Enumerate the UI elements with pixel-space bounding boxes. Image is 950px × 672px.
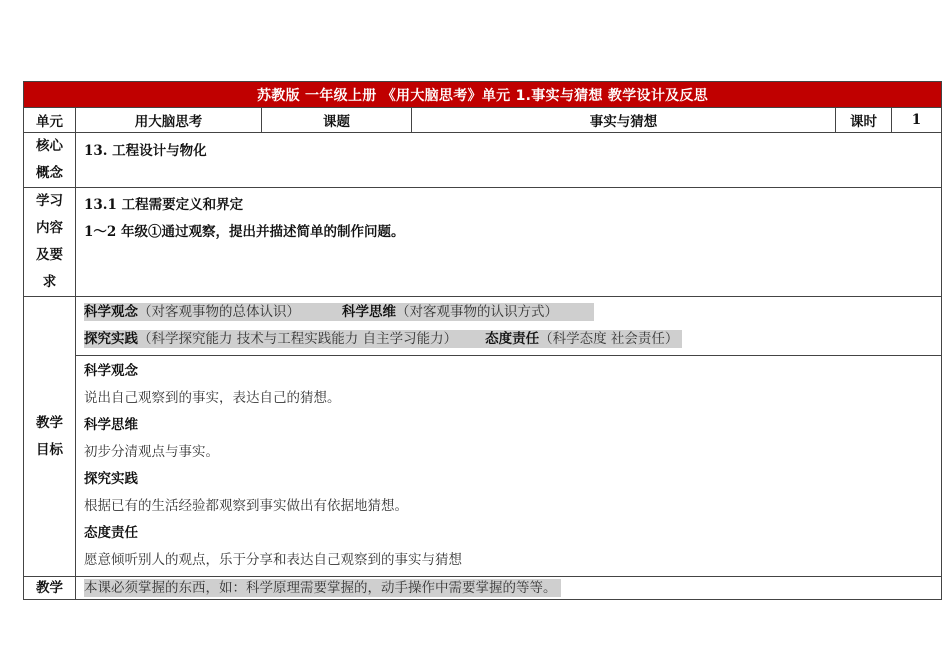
core-concept-value: 13. 工程设计与物化 xyxy=(76,133,942,188)
core-concept-label-line: 核心 xyxy=(36,138,63,154)
summary-term: 科学观念 xyxy=(84,304,138,320)
learning-label-line: 学习 xyxy=(36,193,63,209)
title-row xyxy=(24,82,942,108)
summary-term: 探究实践 xyxy=(84,331,138,347)
summary-term: 态度责任 xyxy=(485,331,540,347)
summary-desc: （对客观事物的总体认识） xyxy=(138,304,300,320)
key-points-label: 教学 xyxy=(24,577,76,600)
hours-value: 1 xyxy=(892,108,942,133)
goal-text: 根据已有的生活经验都观察到事实做出有依据地猜想。 xyxy=(84,498,408,514)
goals-details xyxy=(76,356,942,577)
learning-line: 13.1 工程需要定义和界定 xyxy=(84,197,244,213)
learning-row xyxy=(24,188,942,297)
lesson-plan-table xyxy=(23,81,942,600)
learning-label-line: 及要 xyxy=(36,247,63,263)
key-points-text: 本课必须掌握的东西，如：科学原理需要掌握的，动手操作中需要掌握的等等。 xyxy=(84,579,561,597)
learning-line: 1～2 年级①通过观察，提出并描述简单的制作问题。 xyxy=(84,224,405,240)
goal-heading: 科学思维 xyxy=(84,417,138,433)
goal-heading: 科学观念 xyxy=(84,363,138,379)
core-concept-label-line: 概念 xyxy=(36,165,63,181)
unit-value: 用大脑思考 xyxy=(76,108,262,133)
goals-summary-highlight xyxy=(84,303,594,321)
hours-label: 课时 xyxy=(836,108,892,133)
goals-summary-row xyxy=(24,297,942,356)
summary-desc: （科学态度 社会责任） xyxy=(539,331,679,347)
learning-content xyxy=(76,188,942,297)
topic-value: 事实与猜想 xyxy=(412,108,836,133)
goals-label-line: 目标 xyxy=(36,441,63,458)
goals-summary-highlight xyxy=(84,330,682,348)
goals-label-line: 教学 xyxy=(36,414,63,431)
goal-heading: 态度责任 xyxy=(84,525,138,541)
info-row xyxy=(24,108,942,133)
summary-desc: （对客观事物的认识方式） xyxy=(396,304,558,320)
learning-label xyxy=(24,188,76,297)
document-title: 苏教版 一年级上册 《用大脑思考》单元 1.事实与猜想 教学设计及反思 xyxy=(24,82,942,108)
core-concept-label xyxy=(24,133,76,188)
goal-text: 初步分清观点与事实。 xyxy=(84,444,219,460)
learning-label-line: 求 xyxy=(42,274,57,290)
goal-heading: 探究实践 xyxy=(84,471,138,487)
goals-detail-row xyxy=(24,356,942,577)
goal-text: 说出自己观察到的事实，表达自己的猜想。 xyxy=(84,390,341,406)
lesson-plan-document xyxy=(23,81,941,600)
topic-label: 课题 xyxy=(262,108,412,133)
goals-summary xyxy=(76,297,942,356)
key-points-row xyxy=(24,577,942,600)
goals-label xyxy=(24,297,76,577)
learning-label-line: 内容 xyxy=(36,220,63,236)
key-points-content xyxy=(76,577,942,600)
goal-text: 愿意倾听别人的观点，乐于分享和表达自己观察到的事实与猜想 xyxy=(84,552,462,568)
core-concept-row xyxy=(24,133,942,188)
summary-desc: （科学探究能力 技术与工程实践能力 自主学习能力） xyxy=(138,331,458,347)
summary-term: 科学思维 xyxy=(342,304,396,320)
goals-summary-line xyxy=(84,326,941,353)
unit-label: 单元 xyxy=(24,108,76,133)
goals-summary-line xyxy=(84,299,941,326)
